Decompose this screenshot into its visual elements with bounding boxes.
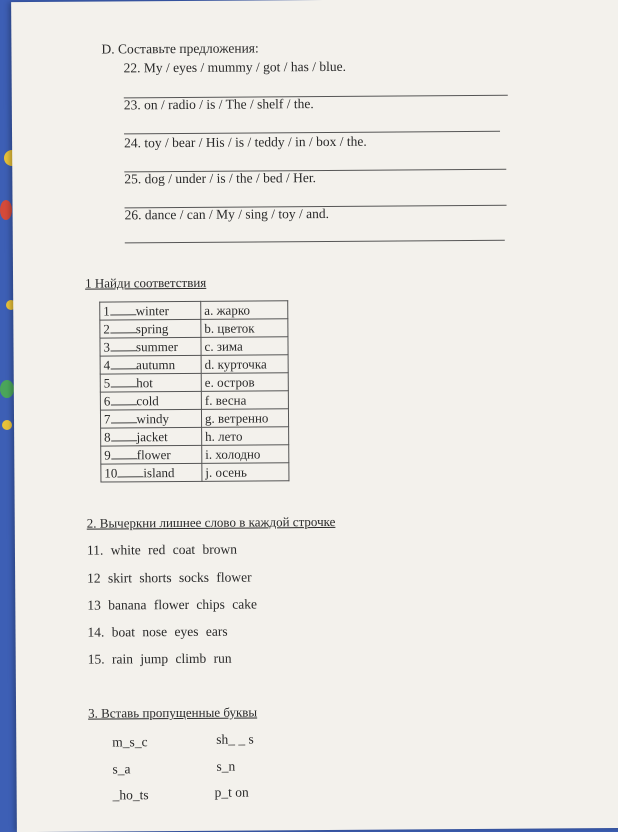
english-word-cell[interactable] — [100, 337, 201, 356]
row-number: 7 — [103, 411, 111, 427]
english-word: spring — [135, 321, 169, 337]
sentence-item-26: 26. dance / can / My / sing / toy / and. — [124, 205, 329, 223]
english-word: winter — [135, 303, 170, 319]
section-d-title: D. Составьте предложения: — [101, 40, 259, 57]
russian-word-cell: i. холодно — [202, 445, 289, 464]
odd-word-item-11[interactable]: 11. white red coat brown — [86, 541, 238, 558]
odd-word-item-13[interactable]: 13 banana flower chips cake — [87, 596, 258, 613]
missing-letters-word[interactable]: sh_ _ s — [216, 731, 254, 747]
english-word: hot — [136, 375, 153, 391]
odd-word-item-14[interactable]: 14. boat nose eyes ears — [87, 623, 228, 640]
answer-blank[interactable] — [117, 465, 143, 477]
matching-row — [100, 391, 288, 410]
russian-word-cell: c. зима — [201, 337, 288, 356]
russian-word-cell: d. курточка — [201, 355, 288, 374]
english-word: flower — [136, 447, 171, 463]
english-word-cell[interactable] — [101, 463, 202, 482]
section-1-title: 1 Найди соответствия — [85, 274, 207, 291]
row-number: 5 — [103, 375, 111, 391]
russian-word-cell: g. ветренно — [201, 409, 288, 428]
sentence-item-22: 22. My / eyes / mummy / got / has / blue. — [123, 58, 346, 76]
sentence-item-24: 24. toy / bear / His / is / teddy / in / box / the. — [124, 133, 367, 151]
row-number: 2 — [103, 321, 110, 337]
matching-row — [101, 445, 289, 464]
answer-line-26[interactable] — [125, 240, 505, 244]
russian-word-cell: h. лето — [202, 427, 289, 446]
answer-blank[interactable] — [110, 411, 136, 423]
answer-blank[interactable] — [110, 393, 136, 405]
matching-table — [99, 300, 289, 482]
english-word-cell[interactable] — [101, 445, 202, 464]
matching-row — [100, 373, 288, 392]
english-word: island — [143, 465, 175, 481]
answer-blank[interactable] — [110, 375, 136, 387]
english-word-cell[interactable] — [101, 427, 202, 446]
worksheet-page — [11, 0, 618, 832]
english-word-cell[interactable] — [100, 319, 201, 338]
english-word: autumn — [136, 357, 176, 373]
sentence-item-23: 23. on / radio / is / The / shelf / the. — [123, 96, 314, 113]
missing-letters-word[interactable]: _ho_ts — [112, 787, 149, 803]
matching-row — [100, 409, 288, 428]
row-number: 6 — [103, 393, 111, 409]
row-number: 10 — [104, 465, 118, 481]
matching-row — [100, 337, 288, 356]
answer-blank[interactable] — [110, 357, 136, 369]
missing-letters-word[interactable]: s_a — [112, 761, 131, 777]
row-number: 4 — [103, 357, 111, 373]
russian-word-cell: b. цветок — [201, 319, 288, 338]
answer-blank[interactable] — [111, 447, 137, 459]
english-word-cell[interactable] — [100, 373, 201, 392]
answer-blank[interactable] — [110, 303, 136, 315]
row-number: 3 — [103, 339, 111, 355]
row-number: 8 — [104, 429, 111, 445]
matching-row — [101, 427, 289, 446]
russian-word-cell: j. осень — [202, 463, 289, 482]
matching-row — [100, 301, 288, 320]
sentence-item-25: 25. dog / under / is / the / bed / Her. — [124, 170, 317, 187]
english-word: windy — [136, 411, 170, 427]
missing-letters-word[interactable]: m_s_c — [112, 734, 148, 750]
odd-word-item-15[interactable]: 15. rain jump climb run — [87, 650, 232, 667]
english-word-cell[interactable] — [100, 409, 201, 428]
missing-letters-word[interactable]: p_t on — [214, 784, 249, 800]
answer-blank[interactable] — [110, 321, 136, 333]
missing-letters-word[interactable]: s_n — [216, 758, 236, 774]
answer-blank[interactable] — [110, 339, 136, 351]
english-word-cell[interactable] — [100, 355, 201, 374]
russian-word-cell: a. жарко — [201, 301, 288, 320]
answer-blank[interactable] — [111, 429, 137, 441]
section-2-title: 2. Вычеркни лишнее слово в каждой строчке — [86, 513, 336, 531]
section-3-title: 3. Вставь пропущенные буквы — [88, 704, 258, 721]
matching-row — [100, 319, 288, 338]
row-number: 9 — [104, 447, 111, 463]
english-word: jacket — [136, 429, 168, 445]
matching-row — [100, 355, 288, 374]
english-word-cell[interactable] — [100, 301, 201, 320]
english-word: cold — [136, 393, 159, 409]
row-number: 1 — [103, 303, 110, 319]
russian-word-cell: e. остров — [201, 373, 288, 392]
english-word: summer — [135, 339, 178, 355]
russian-word-cell: f. весна — [201, 391, 288, 410]
matching-row — [101, 463, 289, 482]
english-word-cell[interactable] — [100, 391, 201, 410]
odd-word-item-12[interactable]: 12 skirt shorts socks flower — [87, 569, 252, 586]
